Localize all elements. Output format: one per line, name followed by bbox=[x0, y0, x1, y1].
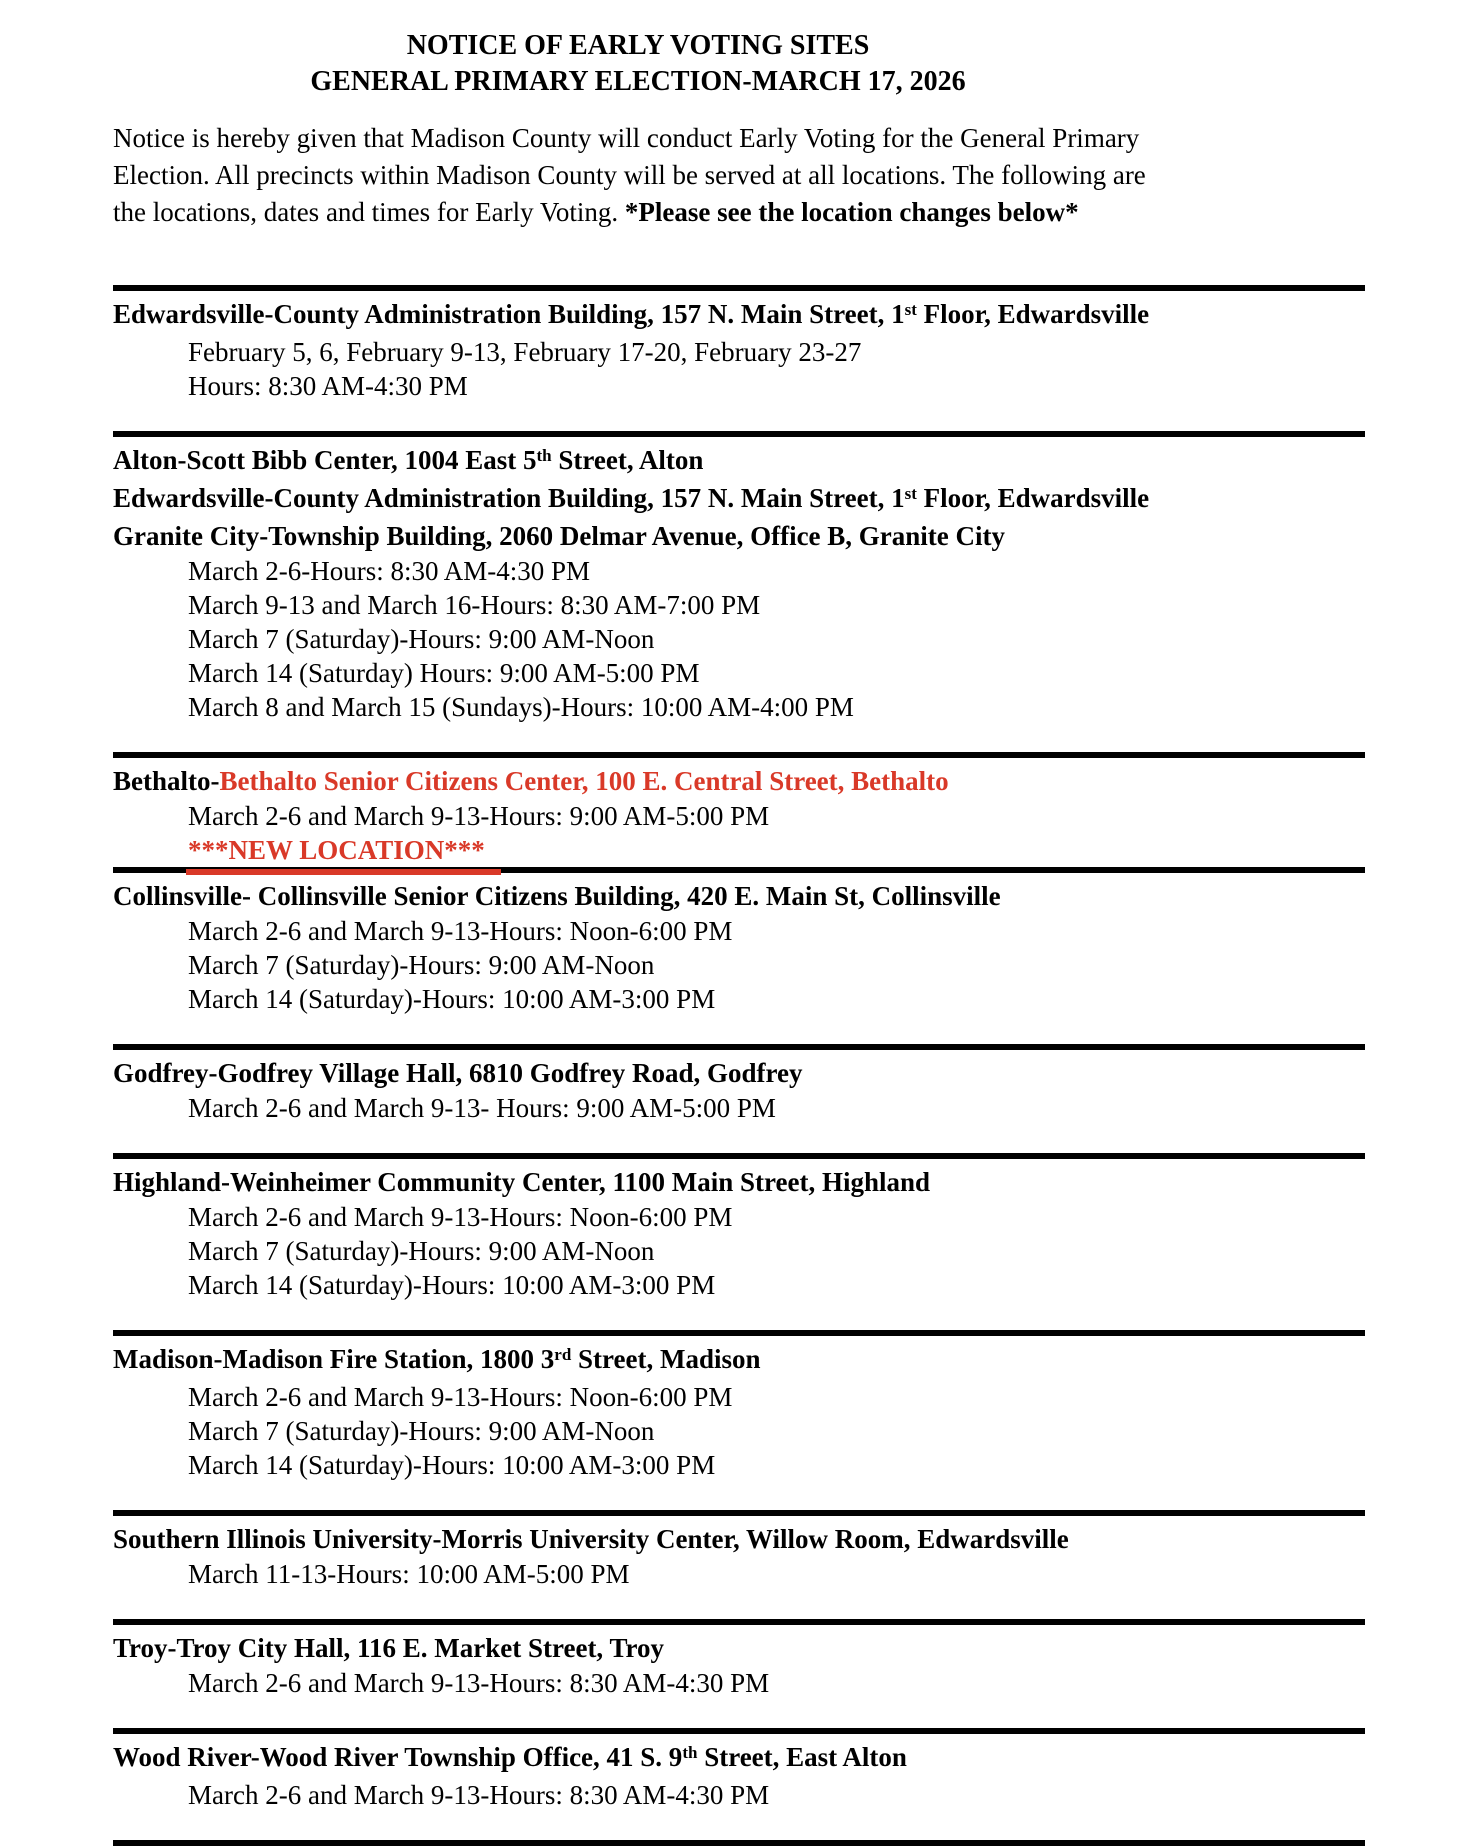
section-godfrey bbox=[113, 1050, 1365, 1153]
text-segment: Collinsville- Collinsville Senior Citizens Building, 420 E. Main St, Collinsville bbox=[113, 881, 1001, 911]
text-segment: Edwardsville-County Administration Building, 157 N. Main Street, 1 bbox=[113, 483, 905, 513]
schedule-line: March 11-13-Hours: 10:00 AM-5:00 PM bbox=[188, 1559, 630, 1589]
schedule-line: March 2-6 and March 9-13-Hours: Noon-6:00 PM bbox=[188, 1382, 733, 1412]
location-heading bbox=[113, 1165, 1365, 1200]
schedule-line: February 5, 6, February 9-13, February 17-20, February 23-27 bbox=[188, 337, 862, 367]
schedule-line: March 2-6 and March 9-13-Hours: 9:00 AM-5:00 PM bbox=[188, 801, 770, 831]
location-heading bbox=[113, 1631, 1365, 1666]
text-segment: Floor, Edwardsville bbox=[916, 483, 1150, 513]
section-highland bbox=[113, 1159, 1365, 1330]
text-segment: Godfrey-Godfrey Village Hall, 6810 Godfrey Road, Godfrey bbox=[113, 1058, 803, 1088]
location-heading bbox=[113, 443, 1365, 481]
text-segment: Southern Illinois University-Morris University Center, Willow Room, Edwardsville bbox=[113, 1524, 1069, 1554]
schedule-line: March 14 (Saturday) Hours: 9:00 AM-5:00 PM bbox=[188, 658, 700, 688]
schedule-line: Hours: 8:30 AM-4:30 PM bbox=[188, 371, 468, 401]
text-segment: Notice is hereby given that Madison County will conduct Early Voting for the General Primary bbox=[113, 123, 1140, 153]
intro-line bbox=[113, 194, 1365, 231]
text-segment: st bbox=[904, 483, 917, 503]
text-segment: Street, East Alton bbox=[697, 1742, 907, 1772]
location-heading bbox=[113, 764, 1365, 799]
schedule-line: March 2-6-Hours: 8:30 AM-4:30 PM bbox=[188, 556, 590, 586]
schedule-line: March 7 (Saturday)-Hours: 9:00 AM-Noon bbox=[188, 1416, 655, 1446]
text-segment: Wood River-Wood River Township Office, 41 S. 9 bbox=[113, 1742, 683, 1772]
text-segment: Alton-Scott Bibb Center, 1004 East 5 bbox=[113, 445, 537, 475]
text-segment: Madison-Madison Fire Station, 1800 3 bbox=[113, 1344, 555, 1374]
section-collinsville bbox=[113, 873, 1365, 1044]
location-heading bbox=[113, 481, 1365, 519]
location-heading bbox=[113, 1342, 1365, 1380]
schedule-line: March 2-6 and March 9-13-Hours: 8:30 AM-4:30 PM bbox=[188, 1668, 770, 1698]
document-title-line-1: NOTICE OF EARLY VOTING SITES bbox=[406, 30, 870, 61]
text-segment: Election. All precincts within Madison County will be served at all locations. The following are bbox=[113, 160, 1146, 190]
schedule-line: March 14 (Saturday)-Hours: 10:00 AM-3:00 PM bbox=[188, 1270, 716, 1300]
section-siue bbox=[113, 1516, 1365, 1619]
section-troy bbox=[113, 1625, 1365, 1728]
new-location-note: ***NEW LOCATION*** bbox=[186, 833, 501, 875]
text-segment: th bbox=[682, 1742, 698, 1762]
document-title-line-2: GENERAL PRIMARY ELECTION-MARCH 17, 2026 bbox=[310, 66, 966, 97]
location-heading bbox=[113, 879, 1365, 914]
section-alton-edwardsville-granite-city bbox=[113, 437, 1365, 752]
schedule-line: March 14 (Saturday)-Hours: 10:00 AM-3:00 PM bbox=[188, 1450, 716, 1480]
schedule-line: March 8 and March 15 (Sundays)-Hours: 10:00 AM-4:00 PM bbox=[188, 692, 854, 722]
schedule-line: March 2-6 and March 9-13-Hours: 8:30 AM-4:30 PM bbox=[188, 1780, 770, 1810]
schedule-line: March 2-6 and March 9-13- Hours: 9:00 AM-5:00 PM bbox=[188, 1093, 776, 1123]
intro-line bbox=[113, 157, 1365, 194]
location-heading bbox=[113, 519, 1365, 554]
location-heading bbox=[113, 297, 1365, 335]
schedule-line: March 7 (Saturday)-Hours: 9:00 AM-Noon bbox=[188, 1236, 655, 1266]
text-segment: Granite City-Township Building, 2060 Delmar Avenue, Office B, Granite City bbox=[113, 521, 1006, 551]
section-madison bbox=[113, 1336, 1365, 1510]
text-segment: the locations, dates and times for Early Voting. bbox=[113, 197, 625, 227]
text-segment: Bethalto- bbox=[113, 766, 220, 796]
location-heading bbox=[113, 1056, 1365, 1091]
schedule-line: March 9-13 and March 16-Hours: 8:30 AM-7:00 PM bbox=[188, 590, 761, 620]
document-title bbox=[113, 28, 1163, 100]
text-segment: rd bbox=[554, 1344, 572, 1364]
location-heading bbox=[113, 1740, 1365, 1778]
location-heading bbox=[113, 1522, 1365, 1557]
sections-container bbox=[113, 285, 1365, 1840]
intro-line bbox=[113, 120, 1365, 157]
section-edwardsville bbox=[113, 291, 1365, 431]
schedule-line: March 2-6 and March 9-13-Hours: Noon-6:00 PM bbox=[188, 1202, 733, 1232]
text-segment: Edwardsville-County Administration Building, 157 N. Main Street, 1 bbox=[113, 299, 905, 329]
schedule-line: March 7 (Saturday)-Hours: 9:00 AM-Noon bbox=[188, 624, 655, 654]
text-segment: st bbox=[904, 299, 917, 319]
text-segment: *Please see the location changes below* bbox=[624, 197, 1079, 227]
schedule-line: March 7 (Saturday)-Hours: 9:00 AM-Noon bbox=[188, 950, 655, 980]
section-wood-river bbox=[113, 1734, 1365, 1840]
text-segment: Floor, Edwardsville bbox=[916, 299, 1150, 329]
text-segment: Bethalto Senior Citizens Center, 100 E. Central Street, Bethalto bbox=[219, 766, 949, 796]
schedule-line: March 14 (Saturday)-Hours: 10:00 AM-3:00 PM bbox=[188, 984, 716, 1014]
section-bethalto bbox=[113, 758, 1365, 867]
text-segment: Street, Alton bbox=[551, 445, 704, 475]
text-segment: th bbox=[536, 445, 552, 465]
schedule-line: March 2-6 and March 9-13-Hours: Noon-6:00 PM bbox=[188, 916, 733, 946]
intro-paragraph bbox=[113, 120, 1365, 231]
text-segment: Highland-Weinheimer Community Center, 1100 Main Street, Highland bbox=[113, 1167, 931, 1197]
text-segment: Troy-Troy City Hall, 116 E. Market Street, Troy bbox=[113, 1633, 664, 1663]
text-segment: Street, Madison bbox=[571, 1344, 761, 1374]
note-line bbox=[188, 833, 1365, 867]
